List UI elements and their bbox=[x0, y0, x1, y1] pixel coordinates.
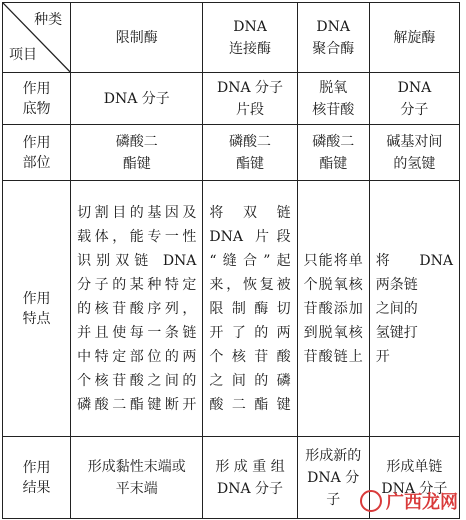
row-site bbox=[3, 125, 460, 181]
cell-line: 磷酸二酯键断开 bbox=[77, 396, 197, 413]
table-cell: 磷酸二 酯键 bbox=[71, 125, 203, 181]
row-substrate bbox=[3, 73, 460, 125]
cell-line: DNA 片段 bbox=[209, 228, 291, 245]
cell-line: 之间的 bbox=[375, 300, 418, 317]
watermark-text: 广西龙网 bbox=[386, 492, 458, 513]
cell-line: 两条链 bbox=[375, 276, 418, 293]
cell-line: 将 DNA bbox=[375, 252, 453, 269]
col-header: DNA 聚合酶 bbox=[297, 3, 369, 73]
cell-line: 切割目的基因及 bbox=[77, 204, 197, 221]
cell-line: “缝合”起 bbox=[209, 252, 291, 269]
table-cell bbox=[369, 181, 459, 437]
cell-line: 将 双 链 bbox=[209, 204, 291, 221]
table-cell bbox=[297, 181, 369, 437]
watermark bbox=[360, 488, 458, 514]
cell-line: 载体，能专一性 bbox=[77, 228, 197, 245]
row-header: 作用 部位 bbox=[3, 125, 71, 181]
table-cell: 碱基对间 的氢键 bbox=[369, 125, 459, 181]
enzyme-comparison-table bbox=[2, 2, 460, 519]
cell-line: 个核苷酸 bbox=[209, 348, 291, 365]
cell-line: 苷酸添加 bbox=[303, 300, 363, 317]
table-cell bbox=[203, 181, 297, 437]
col-header: 限制酶 bbox=[71, 3, 203, 73]
header-row bbox=[3, 3, 460, 73]
cell-line: 开了的两 bbox=[209, 324, 291, 341]
cell-line: 只能将单 bbox=[303, 252, 363, 269]
cell-line: 开 bbox=[375, 348, 390, 365]
row-header: 作用 特点 bbox=[3, 181, 71, 437]
cell-line: 来，恢复被 bbox=[209, 276, 291, 293]
table-cell: 磷酸二 酯键 bbox=[203, 125, 297, 181]
corner-bottom-label: 项目 bbox=[9, 47, 37, 63]
col-header: DNA 连接酶 bbox=[203, 3, 297, 73]
table-cell: 形成单链 DNA 分子 bbox=[369, 437, 459, 519]
corner-cell bbox=[3, 3, 71, 73]
cell-line: 酸二酯键 bbox=[209, 396, 291, 413]
cell-line: 之间的磷 bbox=[209, 372, 291, 389]
table-cell: DNA 分子 片段 bbox=[203, 73, 297, 125]
cell-line: 的核苷酸序列， bbox=[77, 300, 197, 317]
table-cell: DNA 分子 bbox=[71, 73, 203, 125]
watermark-logo-icon bbox=[360, 490, 382, 512]
table-cell: 形成黏性末端或 平末端 bbox=[71, 437, 203, 519]
table-cell: 形成新的 DNA 分 子 bbox=[297, 437, 369, 519]
table-cell bbox=[71, 181, 203, 437]
cell-line: 中特定部位的两 bbox=[77, 348, 197, 365]
table-cell: 形 成 重 组 DNA 分子 bbox=[203, 437, 297, 519]
cell-line: 个脱氧核 bbox=[303, 276, 363, 293]
row-features bbox=[3, 181, 460, 437]
table-cell: 脱氧 核苷酸 bbox=[297, 73, 369, 125]
cell-line: 识别双链 DNA bbox=[77, 252, 197, 269]
cell-line: 氢键打 bbox=[375, 324, 418, 341]
row-header: 作用 结果 bbox=[3, 437, 71, 519]
row-header: 作用 底物 bbox=[3, 73, 71, 125]
col-header: 解旋酶 bbox=[369, 3, 459, 73]
cell-line: 限制酶切 bbox=[209, 300, 291, 317]
table-cell: 磷酸二 酯键 bbox=[297, 125, 369, 181]
cell-line: 并且使每一条链 bbox=[77, 324, 197, 341]
cell-line: 个核苷酸之间的 bbox=[77, 372, 197, 389]
table-cell: DNA 分子 bbox=[369, 73, 459, 125]
cell-line: 分子的某种特定 bbox=[77, 276, 197, 293]
cell-line: 到脱氧核 bbox=[303, 324, 363, 341]
corner-top-label: 种类 bbox=[34, 12, 63, 28]
cell-line: 苷酸链上 bbox=[303, 348, 363, 365]
